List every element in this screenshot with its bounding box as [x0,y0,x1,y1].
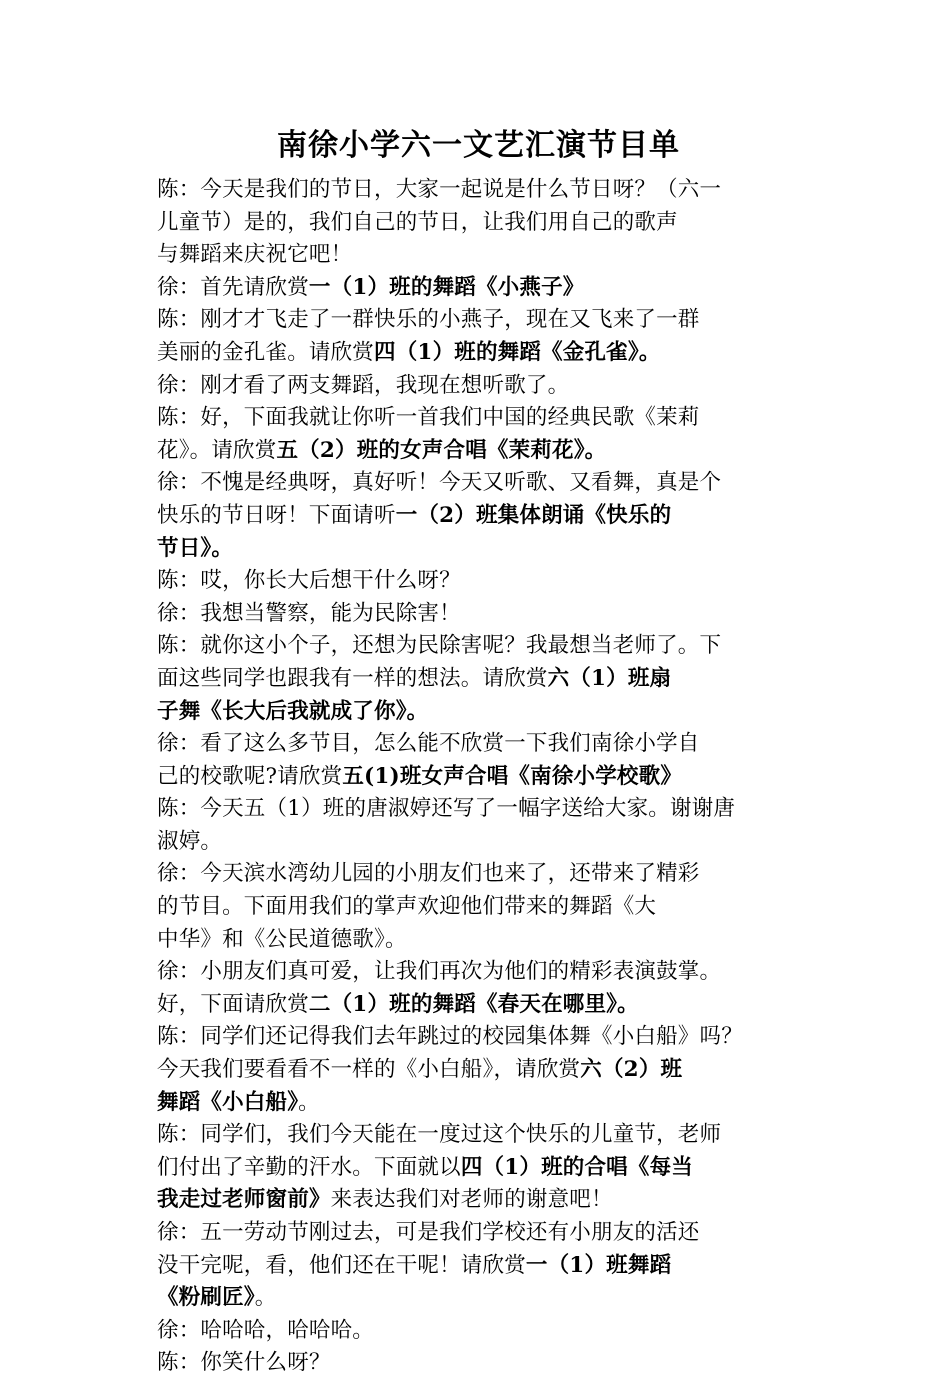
dialogue-entry [157,728,800,793]
dialogue-text: 己的校歌呢?请欣赏 [157,763,343,789]
dialogue-line [157,174,800,207]
dialogue-line [157,1217,800,1250]
page-title: 南徐小学六一文艺汇演节目单 [277,128,680,163]
dialogue-line [157,630,800,663]
dialogue-line [157,337,800,370]
dialogue-line [157,402,800,435]
dialogue-text: 们付出了辛勤的汗水。下面就以 [157,1154,461,1180]
dialogue-entry [157,304,800,369]
dialogue-line [157,239,800,272]
dialogue-text: 来表达我们对老师的谢意吧！ [330,1187,613,1213]
speaker-label: 陈： [157,405,201,431]
dialogue-line [157,1087,800,1120]
dialogue-text: 刚才看了两支舞蹈，我现在想听歌了。 [200,372,570,398]
dialogue-entry [157,1217,800,1315]
dialogue-entry [157,1315,800,1348]
speaker-label: 徐： [157,470,201,496]
dialogue-text: 与舞蹈来庆祝它吧！ [157,242,353,268]
program-script [157,174,800,1380]
program-name: 六（1）班扇 [547,665,672,691]
dialogue-text: 。 [254,1285,277,1311]
dialogue-line [157,956,800,989]
dialogue-text: 五一劳动节刚过去，可是我们学校还有小朋友的活还 [200,1220,700,1245]
dialogue-line [157,761,800,794]
dialogue-entry [157,793,800,858]
dialogue-text: 首先请欣赏 [200,274,309,300]
dialogue-line [157,565,800,598]
speaker-label: 陈： [157,1024,201,1050]
dialogue-line [157,1282,800,1315]
dialogue-line [157,924,800,957]
dialogue-line [157,1315,800,1348]
dialogue-entry [157,370,800,403]
program-name: 子舞《长大后我就成了你》。 [157,698,429,724]
dialogue-line [157,1054,800,1087]
dialogue-line [157,467,800,500]
dialogue-line [157,1184,800,1217]
dialogue-text: 美丽的金孔雀。请欣赏 [157,339,375,365]
dialogue-text: 中华》和《公民道德歌》。 [157,926,407,952]
dialogue-entry [157,174,800,272]
program-name: 一（1）班舞蹈 [525,1252,672,1278]
dialogue-line [157,1250,800,1283]
dialogue-text: 今天滨水湾幼儿园的小朋友们也来了，还带来了精彩 [200,861,700,887]
program-name: 五（2）班的女声合唱《茉莉花》。 [276,437,607,463]
program-name: 四（1）班的舞蹈《金孔雀》。 [374,339,661,365]
dialogue-text: 面这些同学也跟我有一样的想法。请欣赏 [157,665,548,691]
program-name: 四（1）班的合唱《每当 [460,1154,693,1180]
speaker-label: 徐： [157,274,201,300]
dialogue-line [157,207,800,240]
dialogue-entry [157,1347,800,1380]
program-name: 舞蹈《小白船》 [157,1089,299,1115]
dialogue-entry [157,630,800,728]
dialogue-text: 的节目。下面用我们的掌声欢迎他们带来的舞蹈《大 [157,894,657,920]
dialogue-text: 同学们，我们今天能在一度过这个快乐的儿童节，老师 [200,1122,722,1148]
speaker-label: 陈： [157,633,201,659]
dialogue-entry [157,858,800,956]
dialogue-entry [157,402,800,467]
program-name: 六（2）班 [580,1057,683,1083]
dialogue-line [157,858,800,891]
dialogue-line [157,500,800,533]
dialogue-line [157,793,800,826]
program-name: 二（1）班的舞蹈《春天在哪里》。 [308,991,639,1017]
dialogue-text: 淑婷。 [157,828,223,854]
dialogue-text: 我想当警察，能为民除害！ [200,600,461,626]
dialogue-entry [157,1021,800,1119]
program-name: 《粉刷匠》 [157,1285,255,1311]
dialogue-text: 今天是我们的节日，大家一起说是什么节日呀？（六一 [200,177,722,202]
speaker-label: 徐： [157,1220,201,1245]
dialogue-text: 今天五（1）班的唐淑婷还写了一幅字送给大家。谢谢唐 [200,796,736,822]
dialogue-line [157,370,800,403]
dialogue-text: 好，下面请欣赏 [157,991,309,1017]
dialogue-text: 花》。请欣赏 [157,437,277,463]
program-name: 五(1)班女声合唱《南徐小学校歌》 [342,763,683,789]
dialogue-line [157,304,800,337]
speaker-label: 徐： [157,959,201,985]
dialogue-entry [157,272,800,305]
program-name: 一（1）班的舞蹈《小燕子》 [308,274,585,300]
dialogue-text: 快乐的节日呀！下面请听 [157,502,396,528]
dialogue-line [157,989,800,1022]
dialogue-line [157,598,800,631]
dialogue-entry [157,1119,800,1217]
dialogue-text: 就你这小个子，还想为民除害呢？我最想当老师了。下 [200,633,722,659]
dialogue-line [157,1021,800,1054]
dialogue-entry [157,467,800,565]
dialogue-line [157,826,800,859]
dialogue-text: 看了这么多节目，怎么能不欣赏一下我们南徐小学自 [200,731,700,757]
dialogue-text: 同学们还记得我们去年跳过的校园集体舞《小白船》吗？ [200,1024,743,1050]
dialogue-entry [157,565,800,598]
dialogue-text: 儿童节）是的，我们自己的节日，让我们用自己的歌声 [157,209,678,235]
speaker-label: 陈： [157,1350,201,1376]
speaker-label: 陈： [157,307,201,333]
dialogue-entry [157,598,800,631]
dialogue-entry [157,956,800,1021]
dialogue-line [157,1347,800,1380]
dialogue-line [157,891,800,924]
speaker-label: 陈： [157,177,201,202]
speaker-label: 徐： [157,372,201,398]
speaker-label: 徐： [157,600,201,626]
dialogue-text: 哈哈哈，哈哈哈。 [200,1317,375,1343]
dialogue-line [157,272,800,305]
dialogue-line [157,663,800,696]
speaker-label: 陈： [157,568,201,594]
speaker-label: 徐： [157,731,201,757]
dialogue-text: 刚才才飞走了一群快乐的小燕子，现在又飞来了一群 [200,307,700,333]
dialogue-text: 。 [298,1089,320,1115]
dialogue-line [157,1119,800,1152]
program-name: 一（2）班集体朗诵《快乐的 [395,502,672,528]
dialogue-text: 今天我们要看看不一样的《小白船》，请欣赏 [157,1057,581,1083]
dialogue-line [157,696,800,729]
speaker-label: 陈： [157,1122,201,1148]
dialogue-text: 小朋友们真可爱，让我们再次为他们的精彩表演鼓掌。 [200,959,722,985]
program-name: 节日》。 [157,535,234,561]
dialogue-text: 哎，你长大后想干什么呀？ [200,568,461,594]
dialogue-text: 好，下面我就让你听一首我们中国的经典民歌《茉莉 [200,405,700,431]
speaker-label: 陈： [157,796,201,822]
dialogue-line [157,533,800,566]
speaker-label: 徐： [157,861,201,887]
dialogue-line [157,728,800,761]
dialogue-text: 没干完呢，看，他们还在干呢！请欣赏 [157,1252,526,1278]
dialogue-text: 不愧是经典呀，真好听！今天又听歌、又看舞，真是个 [200,470,722,496]
dialogue-line [157,1152,800,1185]
dialogue-line [157,435,800,468]
program-name: 我走过老师窗前》 [157,1187,331,1213]
speaker-label: 徐： [157,1317,201,1343]
dialogue-text: 你笑什么呀？ [200,1350,331,1376]
